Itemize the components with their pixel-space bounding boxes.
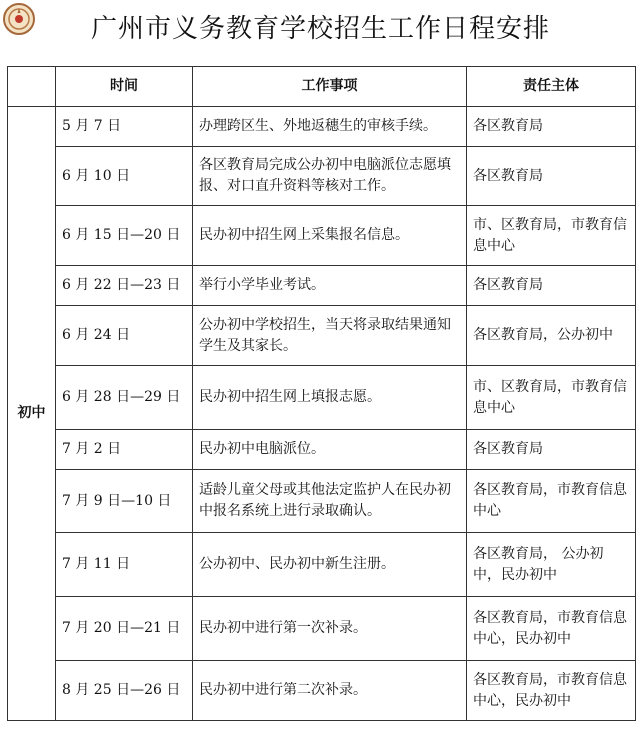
row-task: 各区教育局完成公办初中电脑派位志愿填报、对口直升资料等核对工作。 bbox=[193, 147, 467, 206]
header-stage bbox=[8, 67, 56, 107]
row-task: 民办初中电脑派位。 bbox=[193, 430, 467, 470]
row-time: 6 月 24 日 bbox=[56, 306, 193, 366]
row-task: 民办初中招生网上采集报名信息。 bbox=[193, 206, 467, 266]
row-time: 7 月 11 日 bbox=[56, 533, 193, 597]
schedule-table bbox=[7, 66, 636, 721]
table-row bbox=[8, 597, 636, 661]
row-task: 民办初中进行第二次补录。 bbox=[193, 661, 467, 721]
row-time: 8 月 25 日—26 日 bbox=[56, 661, 193, 721]
header-time: 时间 bbox=[56, 67, 193, 107]
table-row bbox=[8, 147, 636, 206]
table-header-row bbox=[8, 67, 636, 107]
table-row bbox=[8, 306, 636, 366]
row-task: 民办初中进行第一次补录。 bbox=[193, 597, 467, 661]
row-time: 6 月 28 日—29 日 bbox=[56, 366, 193, 430]
row-time: 6 月 10 日 bbox=[56, 147, 193, 206]
table-row bbox=[8, 470, 636, 533]
header-task: 工作事项 bbox=[193, 67, 467, 107]
row-time: 7 月 20 日—21 日 bbox=[56, 597, 193, 661]
row-owner: 各区教育局，公办初中 bbox=[467, 306, 636, 366]
row-task: 公办初中学校招生，当天将录取结果通知学生及其家长。 bbox=[193, 306, 467, 366]
row-time: 7 月 2 日 bbox=[56, 430, 193, 470]
table-row bbox=[8, 206, 636, 266]
row-time: 6 月 22 日—23 日 bbox=[56, 266, 193, 306]
table-row bbox=[8, 107, 636, 147]
row-task: 举行小学毕业考试。 bbox=[193, 266, 467, 306]
row-task: 民办初中招生网上填报志愿。 bbox=[193, 366, 467, 430]
row-owner: 各区教育局 bbox=[467, 107, 636, 147]
row-time: 6 月 15 日—20 日 bbox=[56, 206, 193, 266]
row-task: 公办初中、民办初中新生注册。 bbox=[193, 533, 467, 597]
row-owner: 各区教育局，市教育信息中心，民办初中 bbox=[467, 661, 636, 721]
row-owner: 各区教育局， 公办初中，民办初中 bbox=[467, 533, 636, 597]
table-row bbox=[8, 430, 636, 470]
row-time: 5 月 7 日 bbox=[56, 107, 193, 147]
stage-label: 初中 bbox=[8, 107, 56, 721]
row-owner: 市、区教育局，市教育信息中心 bbox=[467, 366, 636, 430]
page-title: 广州市义务教育学校招生工作日程安排 bbox=[90, 14, 550, 44]
table-row bbox=[8, 266, 636, 306]
row-owner: 各区教育局，市教育信息中心 bbox=[467, 470, 636, 533]
header-owner: 责任主体 bbox=[467, 67, 636, 107]
table-row bbox=[8, 366, 636, 430]
row-owner: 市、区教育局，市教育信息中心 bbox=[467, 206, 636, 266]
row-time: 7 月 9 日—10 日 bbox=[56, 470, 193, 533]
row-task: 适龄儿童父母或其他法定监护人在民办初中报名系统上进行录取确认。 bbox=[193, 470, 467, 533]
row-owner: 各区教育局 bbox=[467, 266, 636, 306]
table-row bbox=[8, 533, 636, 597]
row-owner: 各区教育局 bbox=[467, 147, 636, 206]
row-owner: 各区教育局 bbox=[467, 430, 636, 470]
row-owner: 各区教育局，市教育信息中心，民办初中 bbox=[467, 597, 636, 661]
row-task: 办理跨区生、外地返穗生的审核手续。 bbox=[193, 107, 467, 147]
table-row bbox=[8, 661, 636, 721]
